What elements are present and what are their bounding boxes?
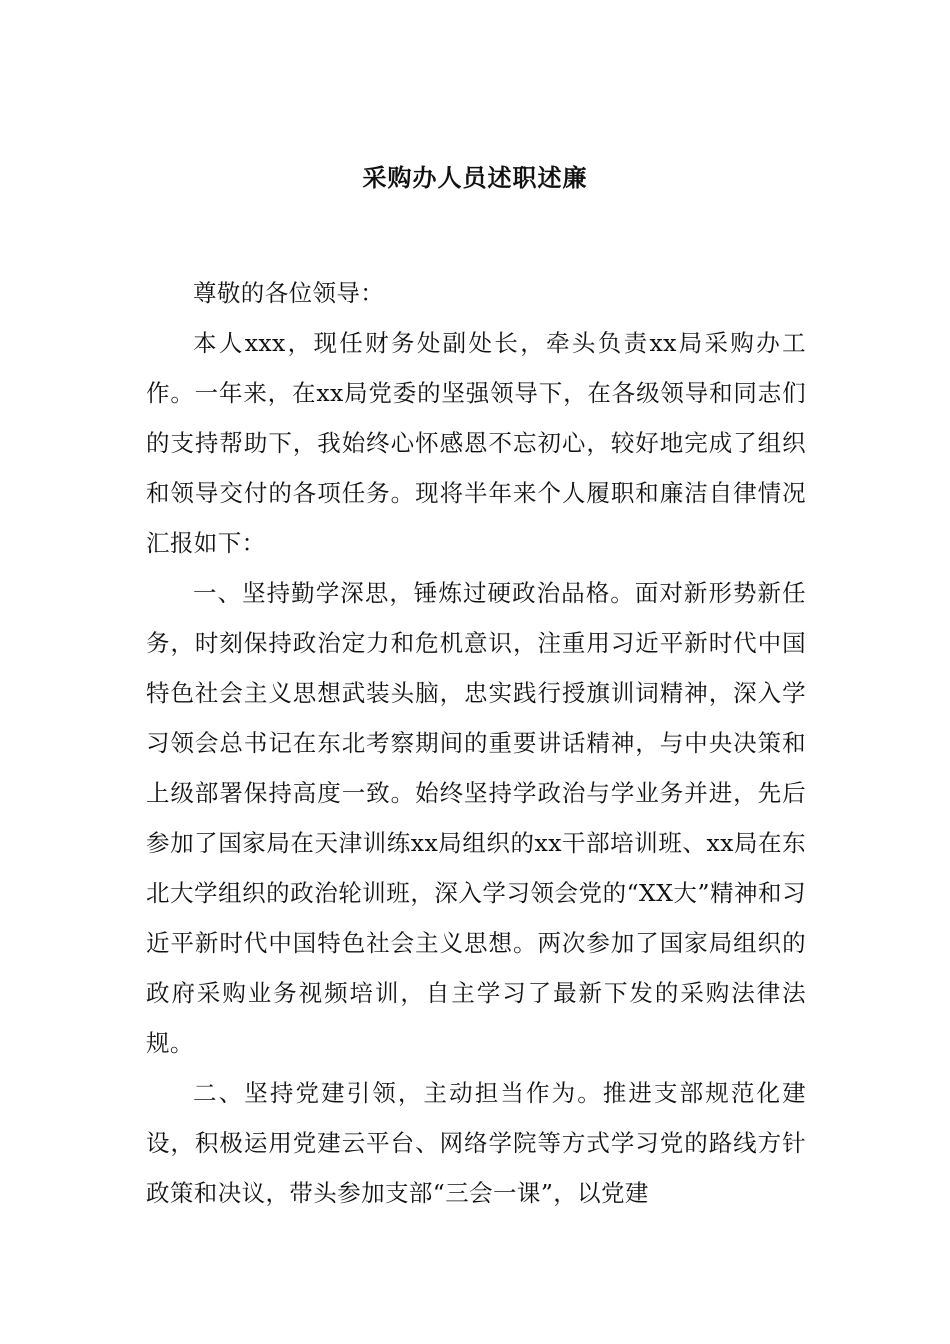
document-title: 采购办人员述职述廉	[362, 163, 588, 192]
document-body	[146, 268, 806, 1218]
salutation: 尊敬的各位领导：	[193, 279, 385, 307]
paragraph-section-1: 一、坚持勤学深思，锤炼过硬政治品格。面对新形势新任务，时刻保持政治定力和危机意识，注重用习近平新时代中国特色社会主义思想武装头脑，忠实践行授旗训词精神，深入学习领会总书记在东北考察期间的重要讲话精神，与中央决策和上级部署保持高度一致。始终坚持学政治与学业务并进，先后参加了国家局在天津训练xx局组织的xx干部培训班、xx局在东北大学组织的政治轮训班，深入学习领会党的“XX大”精神和习近平新时代中国特色社会主义思想。两次参加了国家局组织的政府采购业务视频培训，自主学习了最新下发的采购法律法规。	[146, 579, 806, 1057]
paragraph-section-2: 二、坚持党建引领，主动担当作为。推进支部规范化建设，积极运用党建云平台、网络学院等方式学习党的路线方针政策和决议，带头参加支部“三会一课”，以党建	[146, 1079, 806, 1207]
paragraph-intro: 本人xxx，现任财务处副处长，牵头负责xx局采购办工作。一年来，在xx局党委的坚强领导下，在各级领导和同志们的支持帮助下，我始终心怀感恩不忘初心，较好地完成了组织和领导交付的各项任务。现将半年来个人履职和廉洁自律情况汇报如下：	[146, 329, 806, 557]
